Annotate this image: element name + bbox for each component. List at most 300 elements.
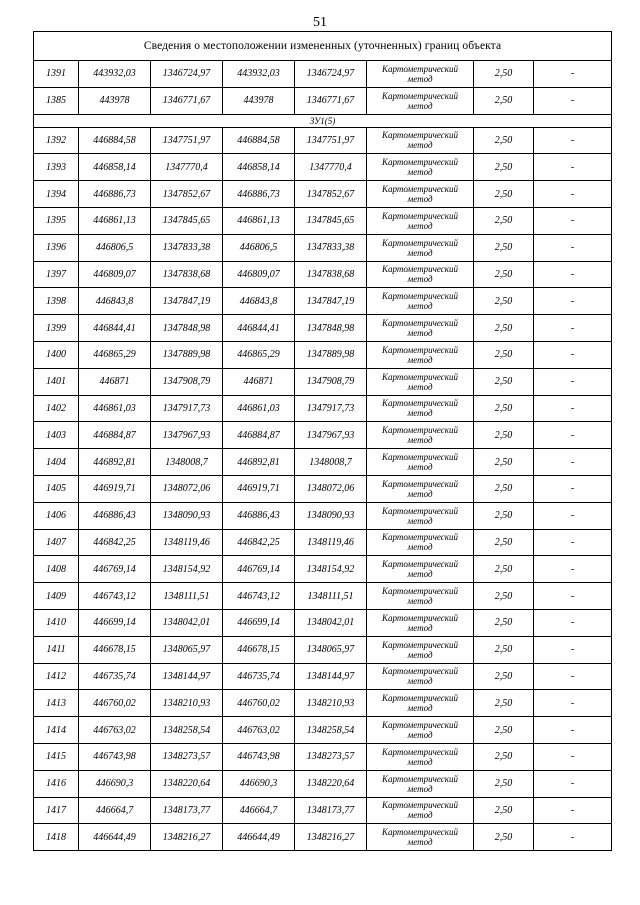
y-new-cell: 1347848,98 xyxy=(295,315,367,342)
x-new-cell: 446735,74 xyxy=(223,663,295,690)
y-new-cell: 1347908,79 xyxy=(295,368,367,395)
method-line1: Картометрический xyxy=(381,612,458,623)
accuracy-cell: 2,50 xyxy=(474,743,534,770)
method-line2: метод xyxy=(407,462,433,473)
method-line2: метод xyxy=(407,140,433,151)
method-cell xyxy=(367,315,474,342)
method-cell xyxy=(367,341,474,368)
method-line1: Картометрический xyxy=(381,371,458,382)
x-old-cell: 446809,07 xyxy=(79,261,151,288)
method-line1: Картометрический xyxy=(381,425,458,436)
method-line2: метод xyxy=(407,73,433,84)
table-row xyxy=(34,87,612,114)
y-old-cell: 1348042,01 xyxy=(151,609,223,636)
x-new-cell: 446743,12 xyxy=(223,583,295,610)
method-cell xyxy=(367,743,474,770)
description-cell: - xyxy=(534,234,612,261)
description-cell: - xyxy=(534,529,612,556)
x-new-cell: 446844,41 xyxy=(223,315,295,342)
method-line1: Картометрический xyxy=(381,559,458,570)
x-old-cell: 446861,13 xyxy=(79,207,151,234)
y-old-cell: 1348065,97 xyxy=(151,636,223,663)
method-cell xyxy=(367,87,474,114)
method-cell xyxy=(367,395,474,422)
y-old-cell: 1348173,77 xyxy=(151,797,223,824)
method-line1: Картометрический xyxy=(381,210,458,221)
point-number-cell: 1402 xyxy=(34,395,79,422)
point-number-cell: 1414 xyxy=(34,717,79,744)
y-new-cell: 1347838,68 xyxy=(295,261,367,288)
description-cell: - xyxy=(534,87,612,114)
accuracy-cell: 2,50 xyxy=(474,341,534,368)
method-line1: Картометрический xyxy=(381,639,458,650)
method-line2: метод xyxy=(407,354,433,365)
method-line1: Картометрический xyxy=(381,746,458,757)
x-new-cell: 446678,15 xyxy=(223,636,295,663)
accuracy-cell: 2,50 xyxy=(474,207,534,234)
point-number-cell: 1398 xyxy=(34,288,79,315)
point-number-cell: 1385 xyxy=(34,87,79,114)
y-new-cell: 1348220,64 xyxy=(295,770,367,797)
method-line1: Картометрический xyxy=(381,291,458,302)
page-number: 51 xyxy=(313,15,327,30)
method-cell xyxy=(367,529,474,556)
method-cell xyxy=(367,583,474,610)
method-line1: Картометрический xyxy=(381,130,458,141)
x-new-cell: 446809,07 xyxy=(223,261,295,288)
method-cell xyxy=(367,636,474,663)
method-cell xyxy=(367,502,474,529)
method-line1: Картометрический xyxy=(381,318,458,329)
description-cell: - xyxy=(534,207,612,234)
method-cell xyxy=(367,770,474,797)
table-title-row xyxy=(34,32,612,61)
point-number-cell: 1405 xyxy=(34,475,79,502)
y-new-cell: 1348008,7 xyxy=(295,449,367,476)
point-number-cell: 1415 xyxy=(34,743,79,770)
method-line1: Картометрический xyxy=(381,827,458,838)
table-row xyxy=(34,181,612,208)
x-old-cell: 446886,73 xyxy=(79,181,151,208)
description-cell: - xyxy=(534,449,612,476)
description-cell: - xyxy=(534,127,612,154)
x-old-cell: 446892,81 xyxy=(79,449,151,476)
method-line1: Картометрический xyxy=(381,157,458,168)
method-line2: метод xyxy=(407,756,433,767)
table-row xyxy=(34,449,612,476)
accuracy-cell: 2,50 xyxy=(474,609,534,636)
y-old-cell: 1347852,67 xyxy=(151,181,223,208)
x-old-cell: 446886,43 xyxy=(79,502,151,529)
method-line1: Картометрический xyxy=(381,800,458,811)
method-cell xyxy=(367,207,474,234)
y-old-cell: 1348154,92 xyxy=(151,556,223,583)
description-cell: - xyxy=(534,663,612,690)
method-line1: Картометрический xyxy=(381,452,458,463)
point-number-cell: 1400 xyxy=(34,341,79,368)
point-number-cell: 1394 xyxy=(34,181,79,208)
method-line2: метод xyxy=(407,100,433,111)
point-number-cell: 1418 xyxy=(34,824,79,851)
table-row xyxy=(34,529,612,556)
point-number-cell: 1404 xyxy=(34,449,79,476)
method-line2: метод xyxy=(407,596,433,607)
table-row xyxy=(34,609,612,636)
accuracy-cell: 2,50 xyxy=(474,824,534,851)
method-line2: метод xyxy=(407,408,433,419)
table-row xyxy=(34,154,612,181)
accuracy-cell: 2,50 xyxy=(474,502,534,529)
accuracy-cell: 2,50 xyxy=(474,315,534,342)
table-row xyxy=(34,583,612,610)
x-new-cell: 446858,14 xyxy=(223,154,295,181)
y-new-cell: 1348065,97 xyxy=(295,636,367,663)
table-title: Сведения о местоположении измененных (уточненных) границ объекта xyxy=(34,32,612,61)
method-line2: метод xyxy=(407,515,433,526)
table-row xyxy=(34,261,612,288)
method-line2: метод xyxy=(407,328,433,339)
x-new-cell: 443978 xyxy=(223,87,295,114)
x-new-cell: 446664,7 xyxy=(223,797,295,824)
x-old-cell: 446884,87 xyxy=(79,422,151,449)
accuracy-cell: 2,50 xyxy=(474,87,534,114)
x-new-cell: 446892,81 xyxy=(223,449,295,476)
y-old-cell: 1347770,4 xyxy=(151,154,223,181)
method-line2: метод xyxy=(407,783,433,794)
y-new-cell: 1348210,93 xyxy=(295,690,367,717)
x-new-cell: 446690,3 xyxy=(223,770,295,797)
method-line2: метод xyxy=(407,542,433,553)
x-new-cell: 446743,98 xyxy=(223,743,295,770)
y-old-cell: 1348111,51 xyxy=(151,583,223,610)
y-new-cell: 1347852,67 xyxy=(295,181,367,208)
y-new-cell: 1348119,46 xyxy=(295,529,367,556)
y-old-cell: 1348008,7 xyxy=(151,449,223,476)
table-row xyxy=(34,717,612,744)
accuracy-cell: 2,50 xyxy=(474,717,534,744)
table-row xyxy=(34,475,612,502)
method-line2: метод xyxy=(407,622,433,633)
x-old-cell: 446861,03 xyxy=(79,395,151,422)
y-old-cell: 1348072,06 xyxy=(151,475,223,502)
description-cell: - xyxy=(534,824,612,851)
method-line1: Картометрический xyxy=(381,237,458,248)
x-old-cell: 446664,7 xyxy=(79,797,151,824)
y-old-cell: 1348119,46 xyxy=(151,529,223,556)
y-old-cell: 1348220,64 xyxy=(151,770,223,797)
description-cell: - xyxy=(534,368,612,395)
y-old-cell: 1346724,97 xyxy=(151,61,223,88)
method-line2: метод xyxy=(407,730,433,741)
y-new-cell: 1348072,06 xyxy=(295,475,367,502)
method-line2: метод xyxy=(407,676,433,687)
description-cell: - xyxy=(534,341,612,368)
method-line1: Картометрический xyxy=(381,344,458,355)
x-new-cell: 446699,14 xyxy=(223,609,295,636)
x-old-cell: 446743,12 xyxy=(79,583,151,610)
x-new-cell: 446865,29 xyxy=(223,341,295,368)
x-old-cell: 446871 xyxy=(79,368,151,395)
accuracy-cell: 2,50 xyxy=(474,770,534,797)
method-cell xyxy=(367,690,474,717)
method-cell xyxy=(367,368,474,395)
method-line1: Картометрический xyxy=(381,90,458,101)
x-new-cell: 446644,49 xyxy=(223,824,295,851)
x-old-cell: 446865,29 xyxy=(79,341,151,368)
method-line2: метод xyxy=(407,247,433,258)
method-cell xyxy=(367,288,474,315)
x-new-cell: 446886,73 xyxy=(223,181,295,208)
x-old-cell: 446699,14 xyxy=(79,609,151,636)
point-number-cell: 1397 xyxy=(34,261,79,288)
y-old-cell: 1346771,67 xyxy=(151,87,223,114)
method-line1: Картометрический xyxy=(381,773,458,784)
method-line2: метод xyxy=(407,703,433,714)
description-cell: - xyxy=(534,797,612,824)
x-old-cell: 446763,02 xyxy=(79,717,151,744)
y-new-cell: 1346724,97 xyxy=(295,61,367,88)
y-old-cell: 1347838,68 xyxy=(151,261,223,288)
point-number-cell: 1399 xyxy=(34,315,79,342)
description-cell: - xyxy=(534,770,612,797)
method-line1: Картометрический xyxy=(381,532,458,543)
accuracy-cell: 2,50 xyxy=(474,556,534,583)
description-cell: - xyxy=(534,181,612,208)
description-cell: - xyxy=(534,154,612,181)
method-cell xyxy=(367,663,474,690)
description-cell: - xyxy=(534,315,612,342)
table-row xyxy=(34,824,612,851)
table-row xyxy=(34,127,612,154)
description-cell: - xyxy=(534,61,612,88)
y-old-cell: 1347751,97 xyxy=(151,127,223,154)
x-new-cell: 446769,14 xyxy=(223,556,295,583)
y-new-cell: 1348042,01 xyxy=(295,609,367,636)
x-old-cell: 446735,74 xyxy=(79,663,151,690)
y-new-cell: 1347845,65 xyxy=(295,207,367,234)
method-cell xyxy=(367,181,474,208)
point-number-cell: 1393 xyxy=(34,154,79,181)
table-row xyxy=(34,368,612,395)
table-row xyxy=(34,234,612,261)
point-number-cell: 1413 xyxy=(34,690,79,717)
table-row xyxy=(34,341,612,368)
y-new-cell: 1348090,93 xyxy=(295,502,367,529)
description-cell: - xyxy=(534,583,612,610)
y-new-cell: 1348111,51 xyxy=(295,583,367,610)
x-new-cell: 446861,03 xyxy=(223,395,295,422)
y-old-cell: 1348210,93 xyxy=(151,690,223,717)
point-number-cell: 1411 xyxy=(34,636,79,663)
point-number-cell: 1395 xyxy=(34,207,79,234)
method-line2: метод xyxy=(407,810,433,821)
accuracy-cell: 2,50 xyxy=(474,422,534,449)
accuracy-cell: 2,50 xyxy=(474,529,534,556)
accuracy-cell: 2,50 xyxy=(474,690,534,717)
y-old-cell: 1347967,93 xyxy=(151,422,223,449)
description-cell: - xyxy=(534,690,612,717)
x-new-cell: 446884,58 xyxy=(223,127,295,154)
accuracy-cell: 2,50 xyxy=(474,475,534,502)
x-new-cell: 446919,71 xyxy=(223,475,295,502)
method-cell xyxy=(367,261,474,288)
x-new-cell: 446806,5 xyxy=(223,234,295,261)
x-old-cell: 446760,02 xyxy=(79,690,151,717)
method-line2: метод xyxy=(407,837,433,848)
y-new-cell: 1347751,97 xyxy=(295,127,367,154)
method-cell xyxy=(367,717,474,744)
table-row xyxy=(34,797,612,824)
x-old-cell: 446806,5 xyxy=(79,234,151,261)
accuracy-cell: 2,50 xyxy=(474,154,534,181)
table-row xyxy=(34,395,612,422)
point-number-cell: 1391 xyxy=(34,61,79,88)
description-cell: - xyxy=(534,717,612,744)
y-old-cell: 1347889,98 xyxy=(151,341,223,368)
y-old-cell: 1348144,97 xyxy=(151,663,223,690)
method-cell xyxy=(367,61,474,88)
point-number-cell: 1392 xyxy=(34,127,79,154)
table-row xyxy=(34,422,612,449)
x-new-cell: 443932,03 xyxy=(223,61,295,88)
x-old-cell: 446843,8 xyxy=(79,288,151,315)
table-row xyxy=(34,743,612,770)
table-row xyxy=(34,315,612,342)
coordinates-table xyxy=(33,31,612,851)
accuracy-cell: 2,50 xyxy=(474,395,534,422)
method-line2: метод xyxy=(407,435,433,446)
method-line2: метод xyxy=(407,194,433,205)
description-cell: - xyxy=(534,502,612,529)
method-line1: Картометрический xyxy=(381,586,458,597)
y-new-cell: 1346771,67 xyxy=(295,87,367,114)
point-number-cell: 1408 xyxy=(34,556,79,583)
method-line1: Картометрический xyxy=(381,693,458,704)
x-old-cell: 446919,71 xyxy=(79,475,151,502)
accuracy-cell: 2,50 xyxy=(474,583,534,610)
method-line2: метод xyxy=(407,220,433,231)
method-line2: метод xyxy=(407,569,433,580)
y-new-cell: 1347770,4 xyxy=(295,154,367,181)
y-old-cell: 1348273,57 xyxy=(151,743,223,770)
y-old-cell: 1348090,93 xyxy=(151,502,223,529)
method-cell xyxy=(367,556,474,583)
point-number-cell: 1410 xyxy=(34,609,79,636)
table-row xyxy=(34,502,612,529)
x-old-cell: 446743,98 xyxy=(79,743,151,770)
description-cell: - xyxy=(534,422,612,449)
y-new-cell: 1348154,92 xyxy=(295,556,367,583)
accuracy-cell: 2,50 xyxy=(474,181,534,208)
method-cell xyxy=(367,422,474,449)
point-number-cell: 1417 xyxy=(34,797,79,824)
accuracy-cell: 2,50 xyxy=(474,261,534,288)
accuracy-cell: 2,50 xyxy=(474,234,534,261)
method-line2: метод xyxy=(407,301,433,312)
x-new-cell: 446763,02 xyxy=(223,717,295,744)
description-cell: - xyxy=(534,475,612,502)
method-line2: метод xyxy=(407,488,433,499)
description-cell: - xyxy=(534,609,612,636)
point-number-cell: 1407 xyxy=(34,529,79,556)
y-new-cell: 1347847,19 xyxy=(295,288,367,315)
method-line2: метод xyxy=(407,274,433,285)
x-old-cell: 443932,03 xyxy=(79,61,151,88)
method-cell xyxy=(367,824,474,851)
y-new-cell: 1347917,73 xyxy=(295,395,367,422)
x-new-cell: 446886,43 xyxy=(223,502,295,529)
y-old-cell: 1347908,79 xyxy=(151,368,223,395)
y-new-cell: 1348273,57 xyxy=(295,743,367,770)
y-old-cell: 1347848,98 xyxy=(151,315,223,342)
x-old-cell: 446690,3 xyxy=(79,770,151,797)
point-number-cell: 1401 xyxy=(34,368,79,395)
accuracy-cell: 2,50 xyxy=(474,127,534,154)
x-old-cell: 443978 xyxy=(79,87,151,114)
method-line1: Картометрический xyxy=(381,184,458,195)
section-label: ЗУ1(5) xyxy=(34,114,612,127)
description-cell: - xyxy=(534,636,612,663)
method-line1: Картометрический xyxy=(381,505,458,516)
method-line2: метод xyxy=(407,167,433,178)
x-new-cell: 446843,8 xyxy=(223,288,295,315)
y-new-cell: 1347889,98 xyxy=(295,341,367,368)
point-number-cell: 1403 xyxy=(34,422,79,449)
table-row xyxy=(34,61,612,88)
y-old-cell: 1348216,27 xyxy=(151,824,223,851)
description-cell: - xyxy=(534,261,612,288)
table-row xyxy=(34,690,612,717)
method-cell xyxy=(367,449,474,476)
x-new-cell: 446842,25 xyxy=(223,529,295,556)
method-line1: Картометрический xyxy=(381,666,458,677)
point-number-cell: 1412 xyxy=(34,663,79,690)
description-cell: - xyxy=(534,288,612,315)
method-cell xyxy=(367,797,474,824)
x-old-cell: 446644,49 xyxy=(79,824,151,851)
y-old-cell: 1347845,65 xyxy=(151,207,223,234)
method-cell xyxy=(367,234,474,261)
table-row xyxy=(34,636,612,663)
method-cell xyxy=(367,154,474,181)
table-row xyxy=(34,288,612,315)
x-old-cell: 446884,58 xyxy=(79,127,151,154)
y-new-cell: 1348258,54 xyxy=(295,717,367,744)
method-line1: Картометрический xyxy=(381,398,458,409)
table-row xyxy=(34,770,612,797)
table-row xyxy=(34,556,612,583)
section-row xyxy=(34,114,612,127)
accuracy-cell: 2,50 xyxy=(474,636,534,663)
accuracy-cell: 2,50 xyxy=(474,449,534,476)
x-new-cell: 446884,87 xyxy=(223,422,295,449)
y-old-cell: 1348258,54 xyxy=(151,717,223,744)
method-line1: Картометрический xyxy=(381,63,458,74)
point-number-cell: 1406 xyxy=(34,502,79,529)
accuracy-cell: 2,50 xyxy=(474,61,534,88)
description-cell: - xyxy=(534,395,612,422)
method-line1: Картометрический xyxy=(381,720,458,731)
y-new-cell: 1348144,97 xyxy=(295,663,367,690)
description-cell: - xyxy=(534,743,612,770)
table-row xyxy=(34,663,612,690)
accuracy-cell: 2,50 xyxy=(474,368,534,395)
description-cell: - xyxy=(534,556,612,583)
method-cell xyxy=(367,609,474,636)
y-old-cell: 1347833,38 xyxy=(151,234,223,261)
table-row xyxy=(34,207,612,234)
method-line1: Картометрический xyxy=(381,264,458,275)
